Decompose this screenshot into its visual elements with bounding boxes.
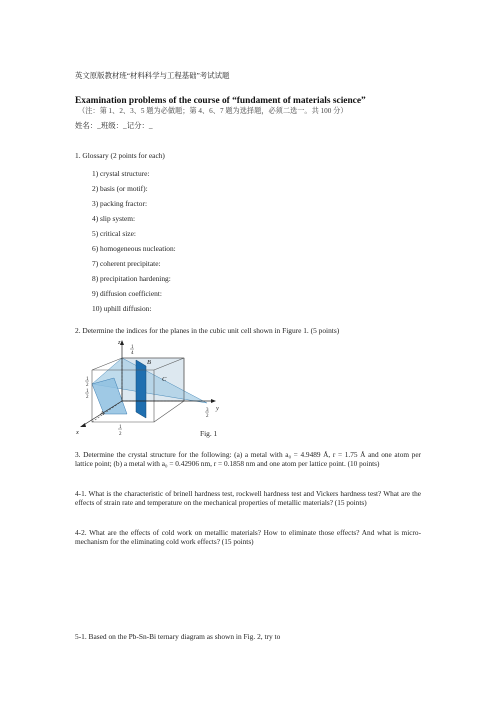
fraction-den: 2 [86,383,89,388]
plane-b [136,360,146,418]
figure-1-caption: Fig. 1 [200,429,218,438]
fraction-num: 1 [131,345,134,350]
fraction-num: 3 [206,408,209,413]
glossary-item: 9) diffusion coefficient: [92,289,162,298]
glossary-item: 8) precipitation hardening: [92,274,171,283]
q4-1-text: 4-1. What is the characteristic of brinell hardness test, rockwell hardness test and Vickers hardness test? What are the effects of strain rate and temperature on the mechanical properties of metallic materials? (15 points) [75,489,421,508]
fraction-num: 1 [86,377,89,382]
fraction-den: 2 [119,432,122,437]
plane-a-label: A [100,410,104,417]
glossary-item: 4) slip system: [92,214,136,223]
student-info-line: 姓名：_班级：_记分：_ [75,121,153,130]
glossary-item: 3) packing fractor: [92,199,147,208]
fraction-den: 2 [86,395,89,400]
exam-note: （注：第 1、2、3、5 题为必做题；第 4、6、7 题为选择题，必须二选一。共 100 分） [78,107,348,115]
z-axis-label: z [118,339,121,346]
q5-1-text: 5-1. Based on the Pb-Sn-Bi ternary diagram as shown in Fig. 2, try to [75,632,281,641]
glossary-item: 2) basis (or motif): [92,184,148,193]
y-axis-label: y [216,405,219,412]
x-axis-label: x [76,429,79,436]
glossary-item: 5) critical size: [92,229,136,238]
q1-heading: 1. Glossary (2 points for each) [75,151,165,160]
x-arrowhead [80,423,86,427]
plane-c-label: C [162,376,167,383]
y-arrowhead [211,399,216,403]
fraction-num: 1 [119,425,122,430]
glossary-item: 1) crystal structure: [92,169,150,178]
z-arrowhead [120,340,124,345]
q2-text: 2. Determine the indices for the planes in the cubic unit cell shown in Figure 1. (5 points) [75,326,340,335]
q4-2-text: 4-2. What are the effects of cold work on metallic materials? How to eliminate those effects? And what is micro-mechanism for the eliminating cold work effects? (15 points) [75,528,421,547]
fraction-den: 4 [131,351,134,356]
figure-1-unit-cell [74,338,234,438]
glossary-item: 7) coherent precipitate: [92,259,161,268]
header-line: 英文原版教材班“材料科学与工程基础”考试试题 [75,71,230,80]
q3-text: 3. Determine the crystal structure for the following: (a) a metal with a₀ = 4.9489 Å, r = 1.75 Å and one atom per lattice point; (b) a metal with a₀ = 0.42906 nm, r = 0.1858 nm and one atom per lattice point. (10 points) [75,450,421,469]
exam-title: Examination problems of the course of “fundament of materials science” [75,96,366,106]
glossary-item: 6) homogeneous nucleation: [92,244,176,253]
glossary-item: 10) uphill diffusion: [92,304,152,313]
fraction-den: 2 [206,414,209,419]
fraction-num: 1 [86,389,89,394]
plane-b-label: B [147,359,151,366]
